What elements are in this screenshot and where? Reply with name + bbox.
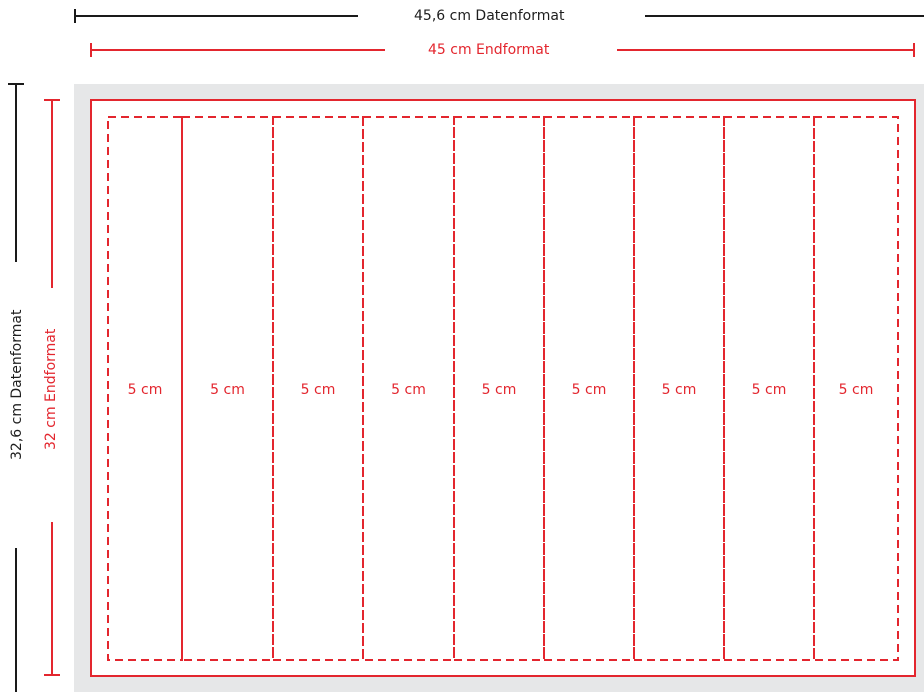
panel-width-label: 5 cm [481, 382, 517, 398]
panel-width-label: 5 cm [127, 382, 163, 398]
final-height-label: 32 cm Endformat [43, 328, 59, 450]
final-width-label: 45 cm Endformat [428, 42, 550, 58]
panel-width-label: 5 cm [661, 382, 697, 398]
panel-width-label: 5 cm [300, 382, 336, 398]
panel-width-label: 5 cm [838, 382, 874, 398]
panel-width-label: 5 cm [751, 382, 787, 398]
data-width-label: 45,6 cm Datenformat [414, 8, 565, 24]
panel-width-label: 5 cm [571, 382, 607, 398]
panel-width-label: 5 cm [210, 382, 245, 398]
panel-width-label: 5 cm [391, 382, 426, 398]
data-height-label: 32,6 cm Datenformat [9, 309, 25, 460]
